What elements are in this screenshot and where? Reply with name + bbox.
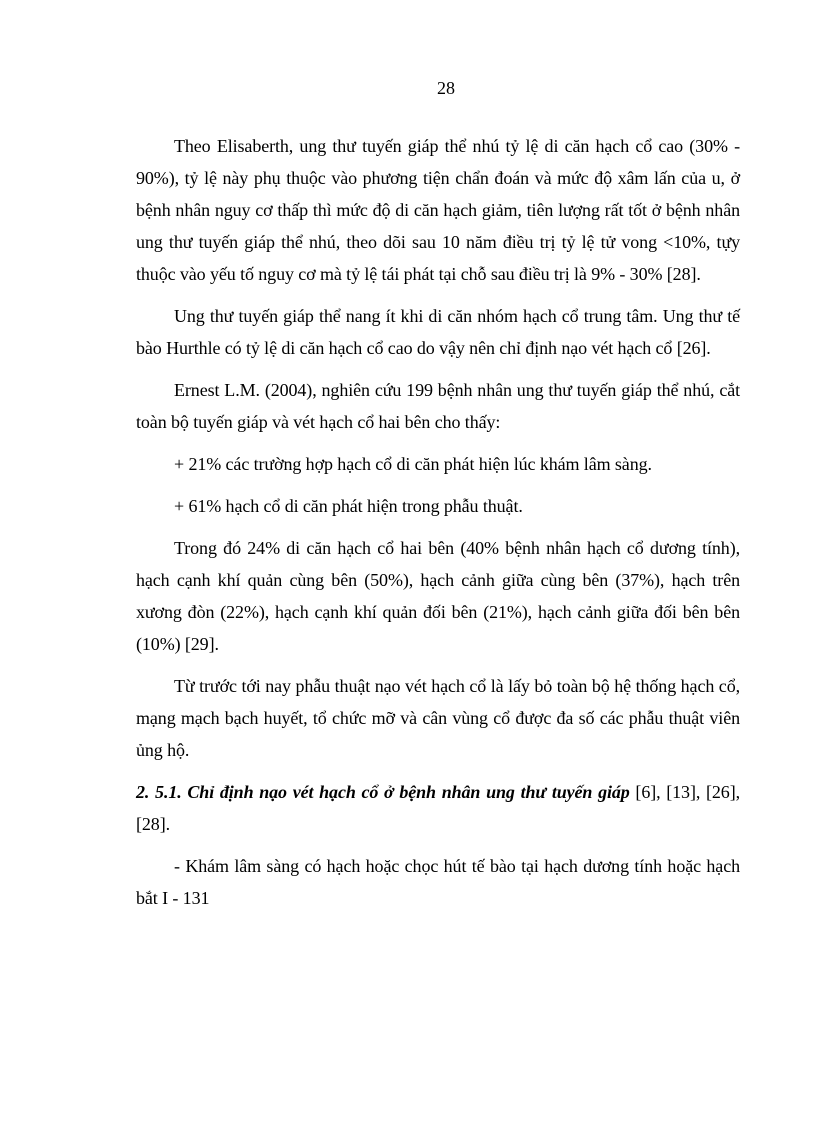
paragraph-ernest: Ernest L.M. (2004), nghiên cứu 199 bệnh nhân ung thư tuyến giáp thể nhú, cắt toàn bộ tuyến giáp và vét hạch cổ hai bên cho thấy: bbox=[136, 380, 740, 432]
section-heading-refs: [6], [13], [26], [28]. bbox=[136, 782, 740, 834]
list-item-clinical: + 21% các trường hợp hạch cổ di căn phát hiện lúc khám lâm sàng. bbox=[174, 454, 652, 474]
paragraph-elisaberth: Theo Elisaberth, ung thư tuyến giáp thể nhú tỷ lệ di căn hạch cổ cao (30% - 90%), tỷ lệ này phụ thuộc vào phương tiện chẩn đoán và mức độ xâm lấn của u, ở bệnh nhân nguy cơ thấp thì mức độ di căn hạch giảm, tiên lượng rất tốt ở bệnh nhân ung thư tuyến giáp thể nhú, theo dõi sau 10 năm điều trị tỷ lệ tử vong <10%, tựy thuộc vào yếu tố nguy cơ mà tỷ lệ tái phát tại chỗ sau điều trị là 9% - 30% [28]. bbox=[136, 136, 740, 284]
page-number: 28 bbox=[437, 78, 455, 98]
paragraph-indication: - Khám lâm sàng có hạch hoặc chọc hút tế bào tại hạch dương tính hoặc hạch bắt I - 131 bbox=[136, 856, 740, 908]
section-heading bbox=[136, 776, 740, 840]
section-heading-title: 2. 5.1. Chỉ định nạo vét hạch cổ ở bệnh nhân ung thư tuyến giáp bbox=[136, 782, 630, 802]
paragraph-history: Từ trước tới nay phẫu thuật nạo vét hạch cổ là lấy bỏ toàn bộ hệ thống hạch cổ, mạng mạch bạch huyết, tổ chức mỡ và cân vùng cổ được đa số các phẫu thuật viên ủng hộ. bbox=[136, 676, 740, 760]
paragraph-follicular: Ung thư tuyến giáp thể nang ít khi di căn nhóm hạch cổ trung tâm. Ung thư tế bào Hurthle có tỷ lệ di căn hạch cổ cao do vậy nên chỉ định nạo vét hạch cổ [26]. bbox=[136, 306, 740, 358]
list-item-surgery: + 61% hạch cổ di căn phát hiện trong phẫu thuật. bbox=[174, 496, 523, 516]
document-body bbox=[136, 130, 740, 924]
paragraph-bilateral: Trong đó 24% di căn hạch cổ hai bên (40% bệnh nhân hạch cổ dương tính), hạch cạnh khí quản cùng bên (50%), hạch cảnh giữa cùng bên (37%), hạch trên xương đòn (22%), hạch cạnh khí quản đối bên (21%), hạch cảnh giữa đối bên bên (10%) [29]. bbox=[136, 538, 740, 654]
